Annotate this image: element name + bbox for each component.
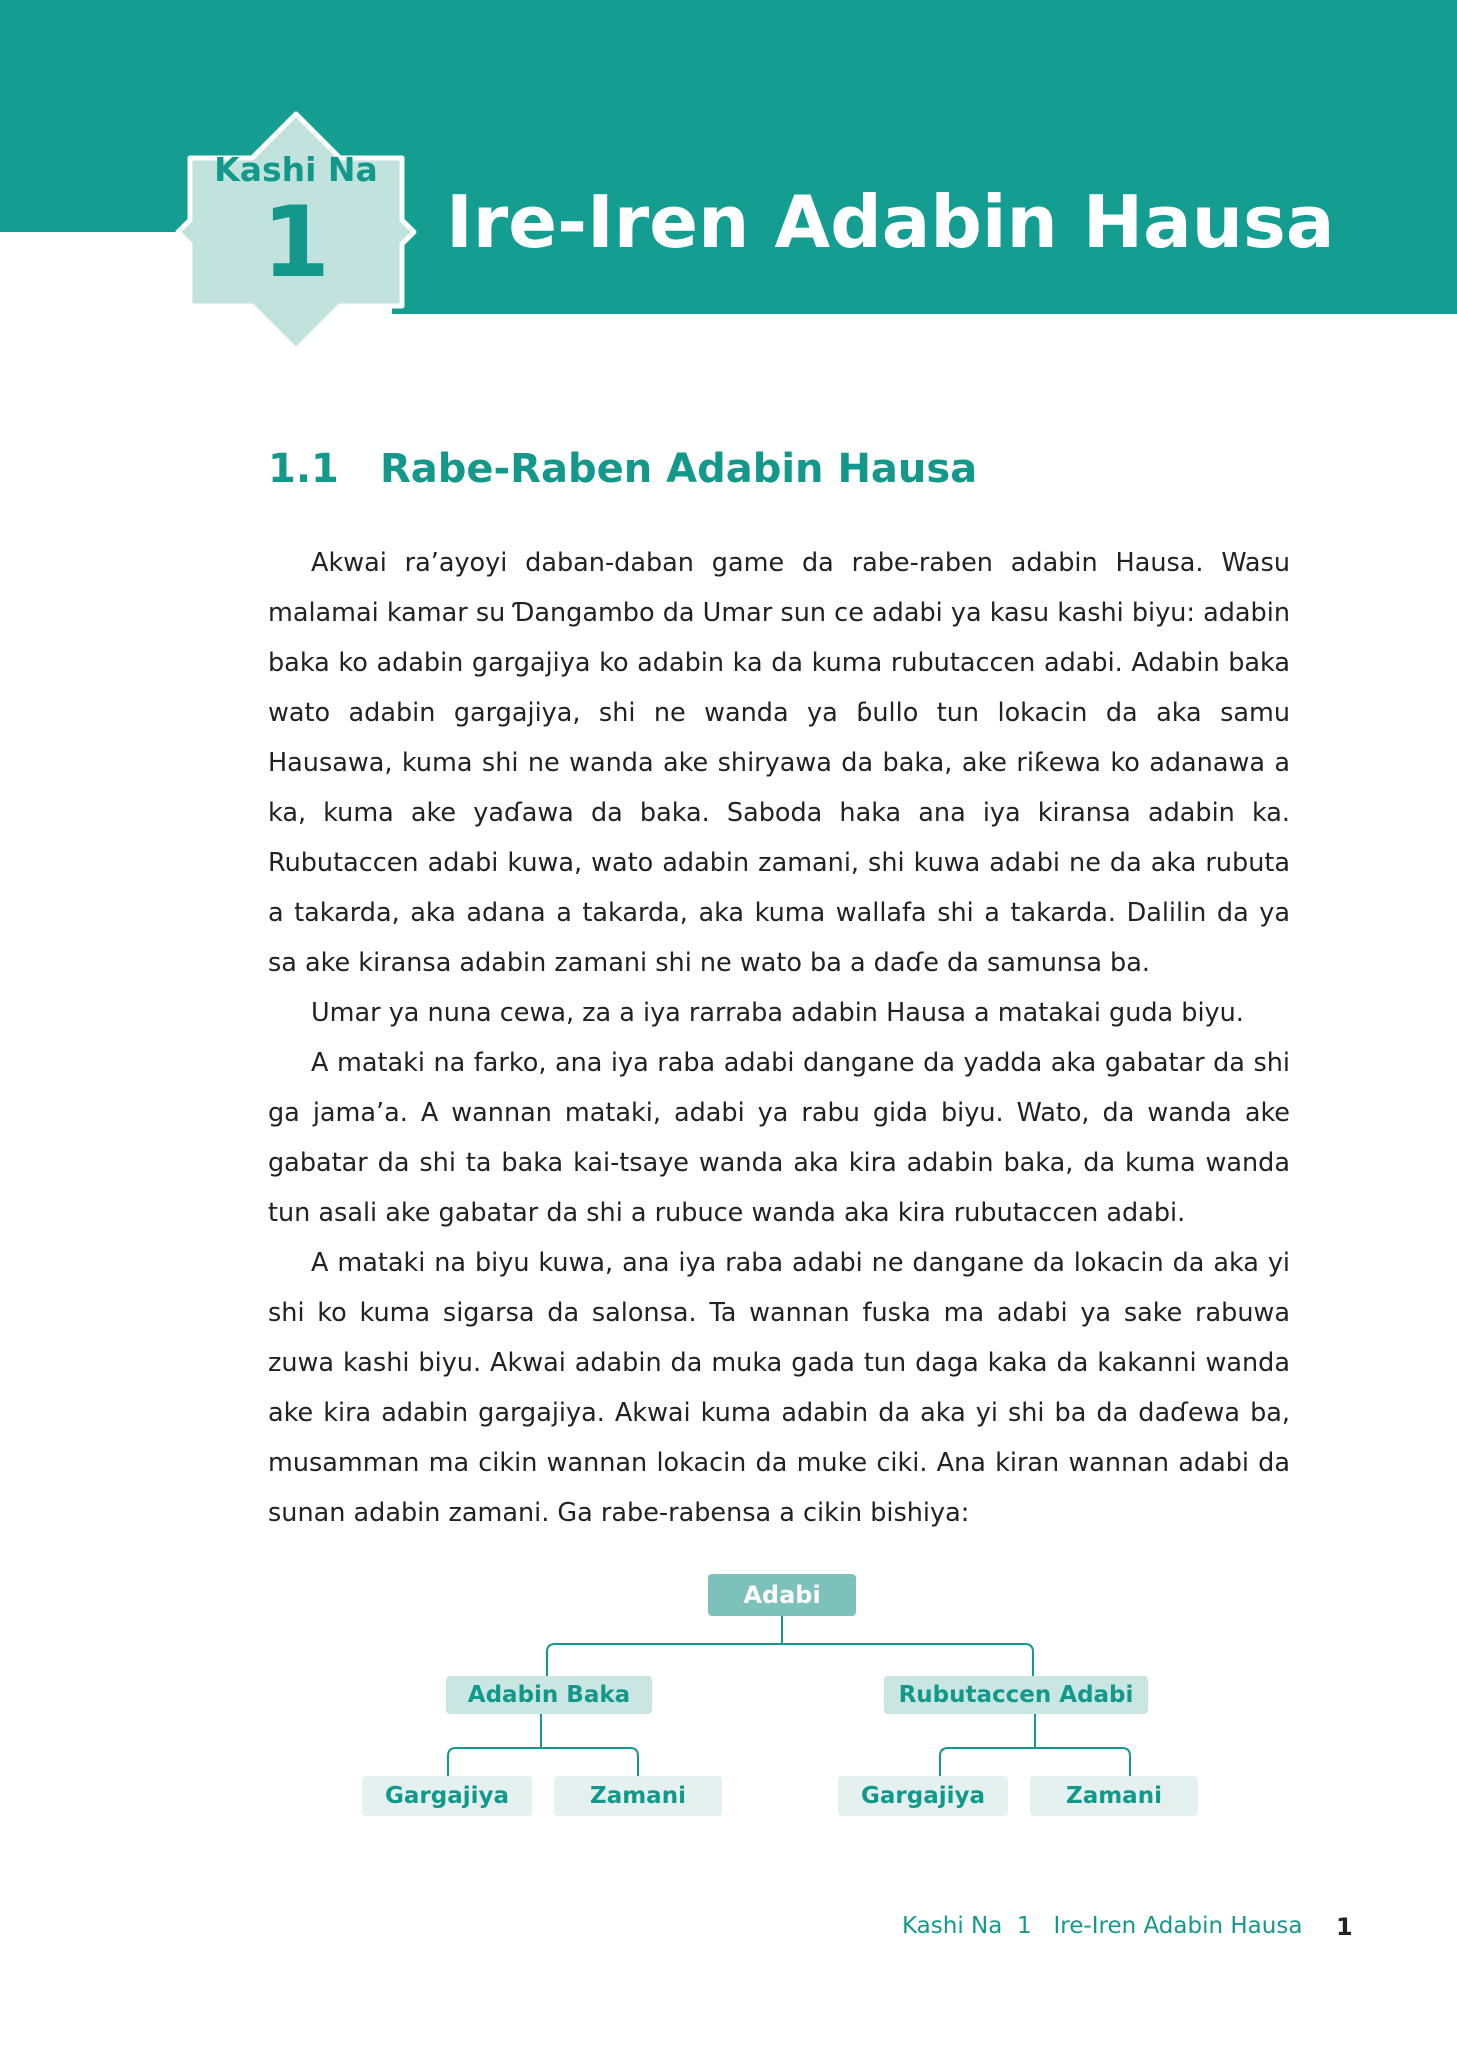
tree-node-rubutaccen-adabi: Rubutaccen Adabi bbox=[884, 1676, 1148, 1714]
chapter-badge bbox=[172, 108, 420, 356]
section-number: 1.1 bbox=[268, 446, 339, 492]
badge-label: Kashi Na bbox=[214, 150, 378, 189]
chapter-title: Ire-Iren Adabin Hausa bbox=[446, 180, 1335, 264]
connector-line bbox=[547, 1644, 1033, 1676]
tree-root-node: Adabi bbox=[708, 1574, 856, 1616]
paragraph: Akwai ra’ayoyi daban-daban game da rabe-raben adabin Hausa. Wasu malamai kamar su Ɗangambo da Umar sun ce adabi ya kasu kashi biyu: adabin baka ko adabin gargajiya ko adabin ka da kuma rubutaccen adabi. Adabin baka wato adabin gargajiya, shi ne wanda ya ɓullo tun lokacin da aka samu Hausawa, kuma shi ne wanda ake shiryawa da baka, ake riƙewa ko adanawa a ka, kuma ake yaɗawa da baka. Saboda haka ana iya kiransa adabin ka. Rubutaccen adabi kuwa, wato adabin zamani, shi kuwa adabi ne da aka rubuta a takarda, aka adana a takarda, aka kuma wallafa shi a takarda. Dalilin da ya sa ake kiransa adabin zamani shi ne wato ba a daɗe da samunsa ba. bbox=[268, 548, 1290, 978]
section-heading bbox=[268, 446, 977, 492]
tree-leaf-gargajiya: Gargajiya bbox=[362, 1776, 532, 1816]
tree-node-adabin-baka: Adabin Baka bbox=[446, 1676, 652, 1714]
tree-leaf-gargajiya: Gargajiya bbox=[838, 1776, 1008, 1816]
badge-number: 1 bbox=[261, 186, 331, 300]
footer-chapter-label: Kashi Na 1 Ire-Iren Adabin Hausa bbox=[902, 1913, 1303, 1939]
paragraph: Umar ya nuna cewa, za a iya rarraba adabin Hausa a matakai guda biyu. bbox=[311, 998, 1244, 1028]
tree-leaf-zamani: Zamani bbox=[1030, 1776, 1198, 1816]
paragraph: A mataki na farko, ana iya raba adabi dangane da yadda aka gabatar da shi ga jama’a. A wannan mataki, adabi ya rabu gida biyu. Wato, da wanda ake gabatar da shi ta baka kai-tsaye wanda aka kira adabin baka, da kuma wanda tun asali ake gabatar da shi a rubuce wanda aka kira rubutaccen adabi. bbox=[268, 1048, 1290, 1228]
connector-line bbox=[448, 1748, 638, 1776]
footer-page-number: 1 bbox=[1336, 1913, 1353, 1941]
body-text bbox=[268, 538, 1290, 1538]
section-title: Rabe-Raben Adabin Hausa bbox=[380, 446, 978, 492]
tree-leaf-zamani: Zamani bbox=[554, 1776, 722, 1816]
connector-line bbox=[940, 1748, 1130, 1776]
paragraph: A mataki na biyu kuwa, ana iya raba adabi ne dangane da lokacin da aka yi shi ko kuma sigarsa da salonsa. Ta wannan fuska ma adabi ya sake rabuwa zuwa kashi biyu. Akwai adabin da muka gada tun daga kaka da kakanni wanda ake kira adabin gargajiya. Akwai kuma adabin da aka yi shi ba da daɗewa ba, musamman ma cikin wannan lokacin da muke ciki. Ana kiran wannan adabi da sunan adabin zamani. Ga rabe-rabensa a cikin bishiya: bbox=[268, 1248, 1290, 1528]
